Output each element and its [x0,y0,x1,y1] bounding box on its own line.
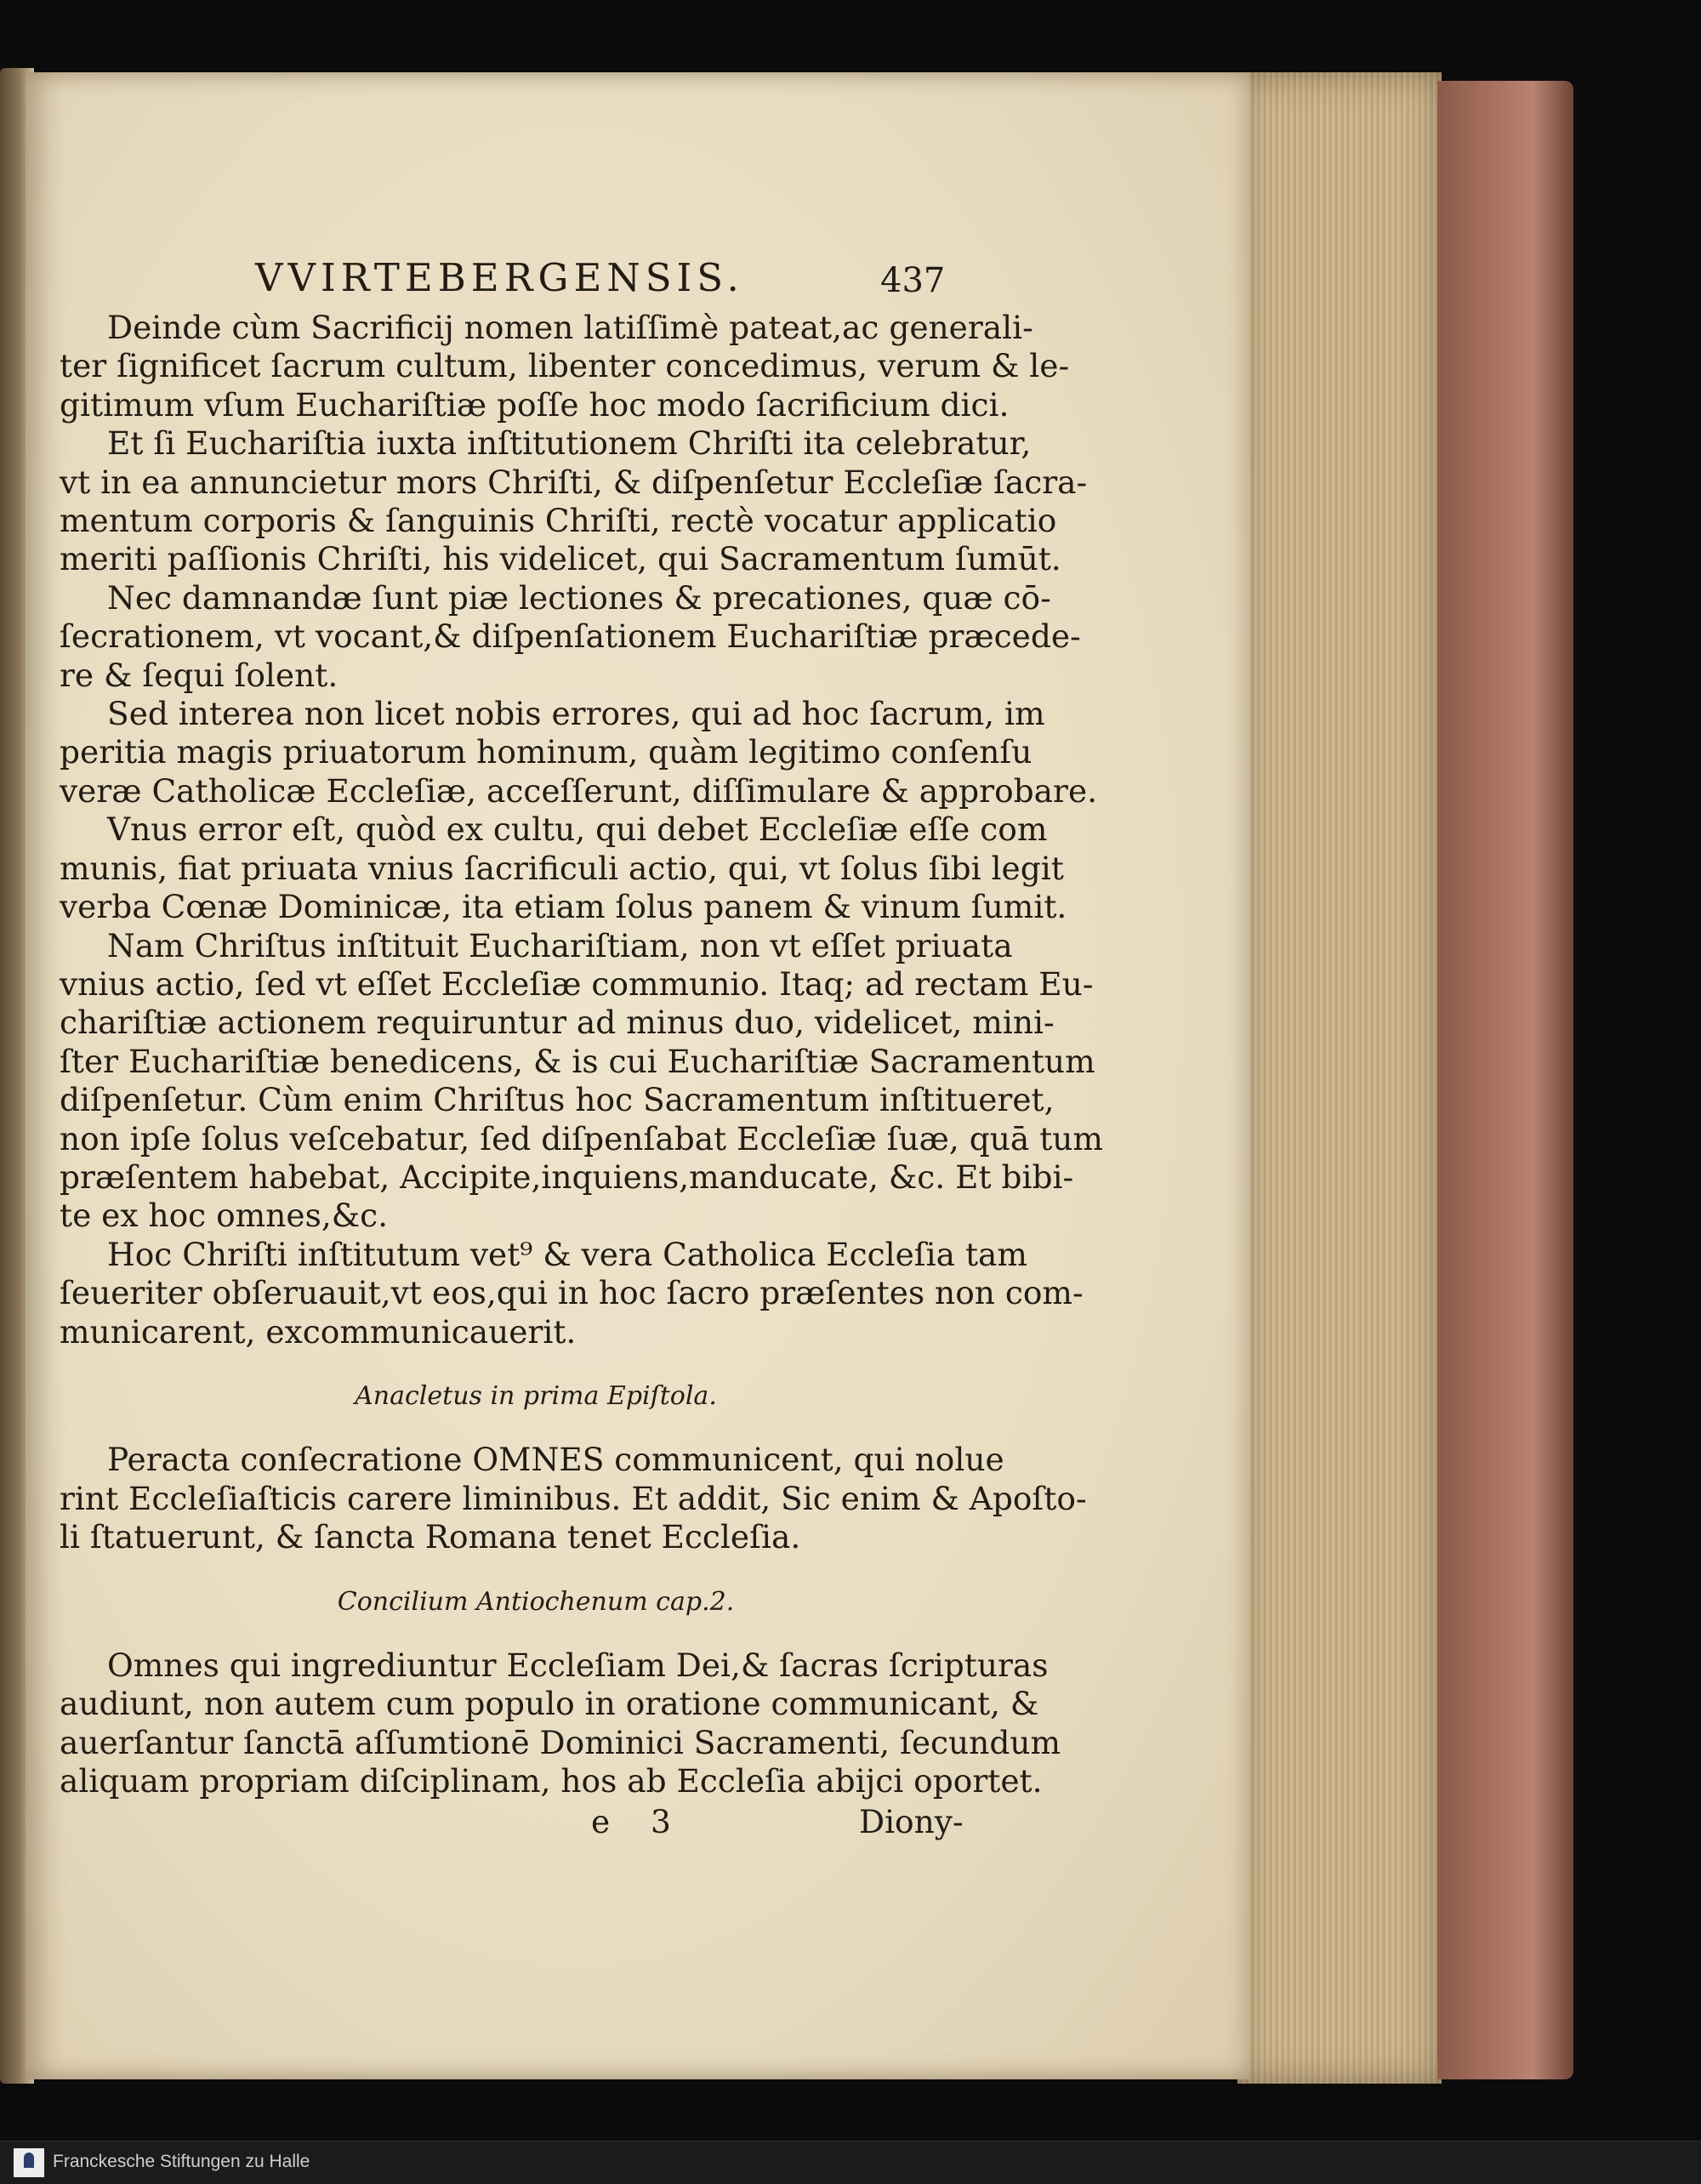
text-line: ter ſignificet ſacrum cultum, libenter concedimus, verum & le- [60,347,1070,385]
text-line: vnius actio, ſed vt eſſet Eccleſiæ communio. Itaq; ad rectam Eu- [60,964,1094,1003]
signature-number: 3 [651,1802,671,1840]
text-line: vt in ea annuncietur mors Chriſti, & diſpenſetur Eccleſiæ ſacra- [60,463,1088,501]
book-page [26,72,1250,2079]
text-line: Sed interea non licet nobis errores, qui ad hoc ſacrum, im [107,695,1045,733]
text-line: Vnus error eſt, quòd ex cultu, qui debet Eccleſiæ eſſe com [107,810,1048,849]
text-line: peritia magis priuatorum hominum, quàm legitimo conſenſu [60,733,1033,771]
text-line: audiunt, non autem cum populo in oratione communicant, & [60,1685,1039,1723]
text-line: auerſantur ſanctā aſſumtionē Dominici Sacramenti, ſecundum [60,1723,1061,1761]
section-heading-concilium: Concilium Antiochenum cap.2. [337,1586,735,1617]
signature-line [60,1803,978,1841]
page-body [60,309,1103,1841]
text-line: veræ Catholicæ Eccleſiæ, acceſſerunt, diſſimulare & approbare. [60,771,1098,810]
text-line: li ſtatuerunt, & ſancta Romana tenet Eccleſia. [60,1518,801,1556]
text-line: Deinde cùm Sacrificij nomen latiſſimè pateat,ac generali- [107,309,1033,346]
text-line: diſpenſetur. Cùm enim Chriſtus hoc Sacramentum inſtitueret, [60,1081,1055,1119]
text-line: re & ſequi ſolent. [60,656,338,694]
text-line: ſter Euchariſtiæ benedicens, & is cui Euchariſtiæ Sacramentum [60,1042,1095,1080]
text-line: ſecrationem, vt vocant,& diſpenſationem Euchariſtiæ præcede- [60,617,1081,656]
text-line: Nam Chriſtus inſtituit Euchariſtiam, non vt eſſet priuata [107,926,1013,964]
text-line: mentum corporis & ſanguinis Chriſti, rectè vocatur applicatio [60,502,1057,540]
text-line: Et ſi Euchariſtia iuxta inſtitutionem Chriſti ita celebratur, [107,424,1032,463]
text-line: Nec damnandæ ſunt piæ lectiones & precationes, quæ cō- [107,578,1051,617]
footer-bar [0,2141,1701,2184]
running-header: VVIRTEBERGENSIS. [255,255,744,300]
catchword: Diony- [859,1802,964,1840]
text-line: munis, fiat priuata vnius ſacrificuli actio, qui, vt ſolus ſibi legit [60,849,1064,887]
page-number: 437 [880,261,946,300]
section-heading-anacletus: Anacletus in prima Epiſtola. [355,1380,717,1411]
text-line: verba Cœnæ Dominicæ, ita etiam ſolus panem & vinum ſumit. [60,888,1067,926]
signature-letter: e [591,1802,611,1840]
text-line: te ex hoc omnes,&c. [60,1197,389,1235]
institution-logo-icon [14,2148,44,2177]
text-line: gitimum vſum Euchariſtiæ poſſe hoc modo ſacrificium dici. [60,385,1010,424]
page-edges [1237,72,1442,2084]
text-line: non ipſe ſolus veſcebatur, ſed diſpenſabat Eccleſiæ ſuæ, quā tum [60,1119,1103,1157]
text-line: Hoc Chriſti inſtitutum vet⁹ & vera Catholica Eccleſia tam [107,1235,1027,1273]
footer-institution: Franckesche Stiftungen zu Halle [53,2152,310,2171]
text-line: Omnes qui ingrediuntur Eccleſiam Dei,& ſacras ſcripturas [107,1647,1049,1684]
text-line: Peracta conſecratione OMNES communicent, qui nolue [107,1441,1004,1479]
text-line: aliquam propriam diſciplinam, hos ab Eccleſia abijci oportet. [60,1762,1043,1800]
text-line: rint Eccleſiaſticis carere liminibus. Et addit, Sic enim & Apoſto- [60,1479,1087,1517]
text-line: præſentem habebat, Accipite,inquiens,manducate, &c. Et bibi- [60,1157,1074,1196]
book-cover-edge [1437,81,1573,2079]
text-line: municarent, excommunicauerit. [60,1312,577,1351]
text-line: chariſtiæ actionem requiruntur ad minus duo, videlicet, mini- [60,1004,1055,1042]
text-line: ſeueriter obſeruauit,vt eos,qui in hoc ſacro præſentes non com- [60,1274,1084,1312]
text-line: meriti paſſionis Chriſti, his videlicet, qui Sacramentum ſumūt. [60,540,1061,578]
